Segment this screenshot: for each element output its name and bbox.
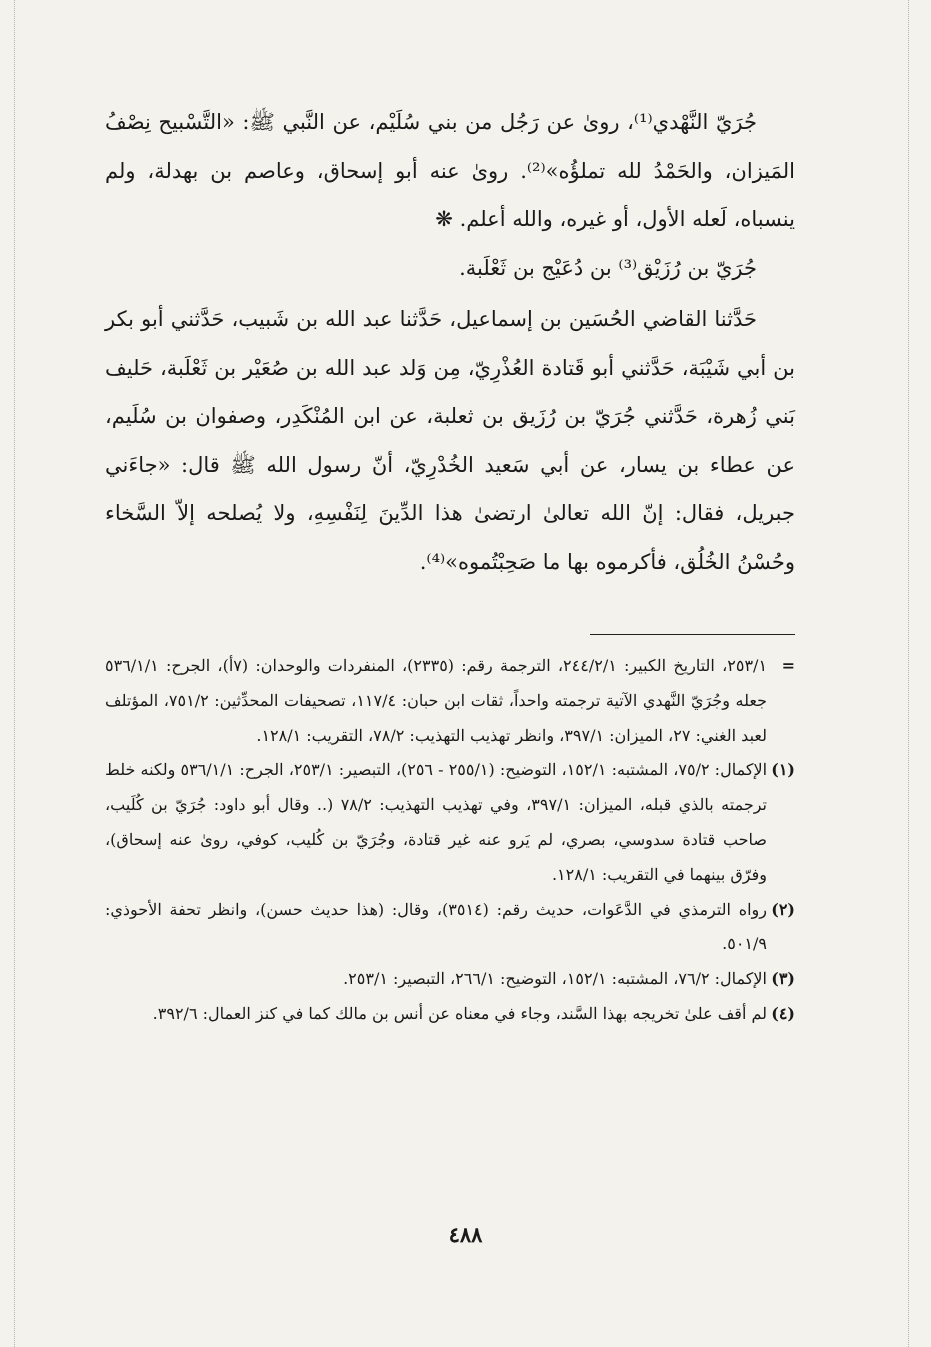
- footnote-3: [105, 962, 795, 997]
- scan-edge-right: [908, 0, 909, 1347]
- main-text: [105, 98, 795, 586]
- scan-edge-left: [14, 0, 15, 1347]
- footnote-4: [105, 997, 795, 1032]
- page-body: [105, 98, 795, 1032]
- footnote-text: الإكمال: ٧٦/٢، المشتبه: ١٥٢/١، التوضيح: ٢٦٦/١، التبصير: ٢٥٣/١.: [343, 969, 767, 989]
- footnote-separator: [590, 634, 795, 635]
- footnote-mark: (١): [771, 760, 795, 780]
- paragraph-jurayy-ibn-ruzayq: جُرَيّ بن رُزَيْق⁽³⁾ بن دُعَيْج بن ثَعْلَبة.: [459, 255, 757, 280]
- paragraph-jurayy-al-nahdi: جُرَيّ النَّهْدي⁽¹⁾، روىٰ عن رَجُل من بني سُلَيْم، عن النَّبي ﷺ: «التَّسْبيح نِصْفُ المَيزان، والحَمْدُ لله تملؤُه»⁽²⁾. روىٰ عنه أبو إسحاق، وعاصم بن بهدلة، ولم ينسباه، لَعله الأول، أو غيره، والله أعلم. ❋: [105, 110, 795, 231]
- footnote-text: رواه الترمذي في الدَّعَوات، حديث رقم: (٣٥١٤)، وقال: (هذا حديث حسن)، وانظر تحفة الأحوذي: ٥٠١/٩.: [105, 899, 768, 954]
- footnote-text: لم أقف علىٰ تخريجه بهذا السَّند، وجاء في معناه عن أنس بن مالك كما في كنز العمال: ٣٩٢/٦.: [152, 1003, 767, 1023]
- footnote-text: ٢٥٣/١، التاريخ الكبير: ٢٤٤/٢/١، الترجمة رقم: (٢٣٣٥)، المنفردات والوحدان: (٧أ)، الجرح: ٥٣٦/١/١ جعله وجُرَيّ النَّهدي الآتية ترجمته واحداً، ثقات ابن حبان: ١١٧/٤، تصحيفات المحدِّثين: ٧٥١/٢، المؤتلف لعبد الغني: ٢٧، الميزان: ٣٩٧/١، وانظر تهذيب التهذيب: ٧٨/٢، التقريب: ١٢٨/١.: [105, 656, 768, 745]
- footnote-mark: (٢): [771, 899, 795, 919]
- paragraph-hadith-chain: حَدَّثنا القاضي الحُسَين بن إسماعيل، حَدَّثنا عبد الله بن شَبيب، حَدَّثني أبو بكر بن أبي شَيْبَة، حَدَّثني أبو قَتادة العُذْرِيّ، مِن وَلد عبد الله بن صُعَيْر بن ثَعْلَبة، حَليف بَني زُهرة، حَدَّثني جُرَيّ بن رُزَيق بن ثعلبة، عن ابن المُنْكَدِر، وصفوان بن سُلَيم، عن عطاء بن يسار، عن أبي سَعيد الخُدْرِيّ، أنّ رسول الله ﷺ قال: «جاءَني جبريل، فقال: إنّ الله تعالىٰ ارتضىٰ هذا الدِّينَ لِنَفْسِهِ، ولا يُصلحه إلاّ السَّخاء وحُسْنُ الخُلُق، فأكرموه بها ما صَحِبْتُموه»⁽⁴⁾.: [105, 307, 795, 574]
- footnotes: [105, 649, 795, 1032]
- footnote-text: الإكمال: ٧٥/٢، المشتبه: ١٥٢/١، التوضيح: (٢٥٥/١ - ٢٥٦)، التبصير: ٢٥٣/١، الجرح: ٥٣٦/١/١ ولكنه خلط ترجمته بالذي قبله، الميزان: ٣٩٧/١، وفي تهذيب التهذيب: ٧٨/٢ (.. وقال أبو داود: جُرَيّ بن كُلَيب، صاحب قتادة سدوسي، بصري، لم يَرو عنه غير قتادة، وجُرَيّ بن كُليب، كوفي، روىٰ عنه إسحاق)، وفرّق بينهما في التقريب: ١٢٨/١.: [105, 760, 768, 884]
- page-number: ٤٨٨: [448, 1222, 483, 1247]
- footnote-continuation: [105, 649, 795, 753]
- footnote-2: [105, 893, 795, 963]
- footnote-mark: (٣): [771, 969, 795, 989]
- footnote-1: [105, 753, 795, 892]
- footnote-mark: (٤): [771, 1003, 795, 1023]
- footnote-mark: =: [781, 656, 795, 675]
